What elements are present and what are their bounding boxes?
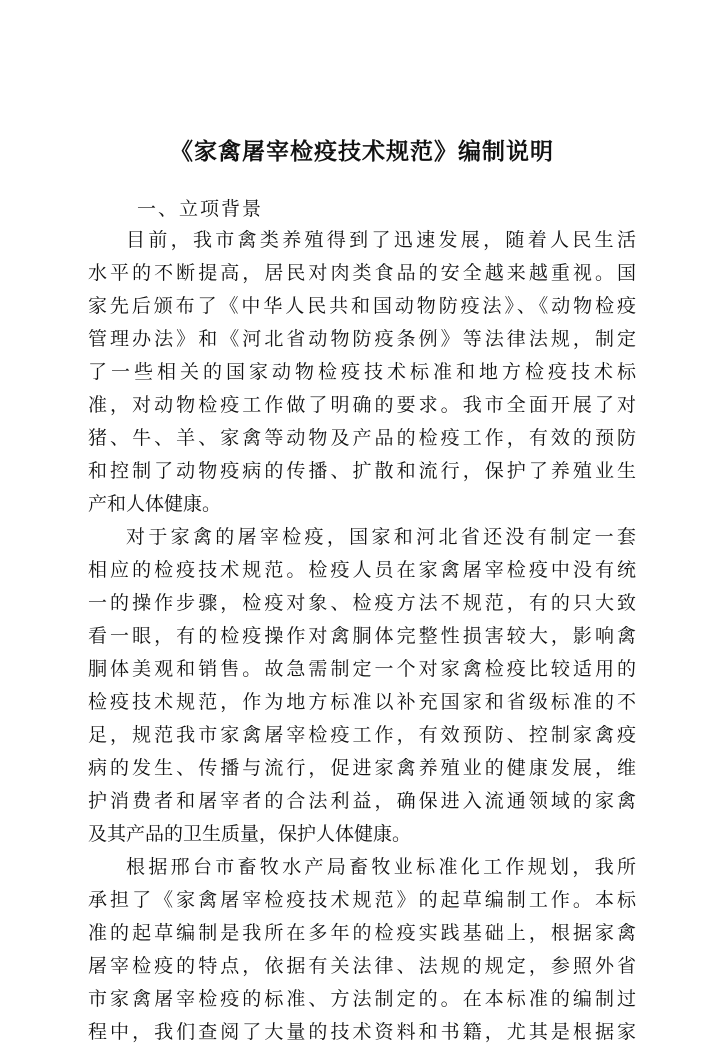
paragraph-line: 足，规范我市家禽屠宰检疫工作，有效预防、控制家禽疫 — [88, 724, 636, 746]
paragraph-line: 准的起草编制是我所在多年的检疫实践基础上，根据家禽 — [88, 922, 636, 944]
paragraph-line: 水平的不断提高，居民对肉类食品的安全越来越重视。国 — [88, 262, 636, 284]
paragraph-line: 管理办法》和《河北省动物防疫条例》等法律法规，制定 — [88, 328, 636, 350]
paragraph-line: 了一些相关的国家动物检疫技术标准和地方检疫技术标 — [88, 361, 636, 383]
paragraph-line: 和控制了动物疫病的传播、扩散和流行，保护了养殖业生 — [88, 460, 636, 482]
paragraph-line: 目前，我市禽类养殖得到了迅速发展，随着人民生活 — [126, 229, 636, 251]
paragraph-line: 对于家禽的屠宰检疫，国家和河北省还没有制定一套 — [126, 526, 636, 548]
paragraph-line: 猪、牛、羊、家禽等动物及产品的检疫工作，有效的预防 — [88, 427, 636, 449]
paragraph-line: 胴体美观和销售。故急需制定一个对家禽检疫比较适用的 — [88, 658, 636, 680]
paragraph-line: 准，对动物检疫工作做了明确的要求。我市全面开展了对 — [88, 394, 636, 416]
paragraph-line: 程中，我们查阅了大量的技术资料和书籍，尤其是根据家 — [88, 1021, 636, 1043]
paragraph-line: 及其产品的卫生质量，保护人体健康。 — [88, 823, 412, 845]
document-body — [88, 224, 636, 1049]
paragraph-line: 检疫技术规范，作为地方标准以补充国家和省级标准的不 — [88, 691, 636, 713]
paragraph-line: 护消费者和屠宰者的合法利益，确保进入流通领域的家禽 — [88, 790, 636, 812]
paragraph-line: 看一眼，有的检疫操作对禽胴体完整性损害较大，影响禽 — [88, 625, 636, 647]
paragraph-line: 市家禽屠宰检疫的标准、方法制定的。在本标准的编制过 — [88, 988, 636, 1010]
paragraph-line: 承担了《家禽屠宰检疫技术规范》的起草编制工作。本标 — [88, 889, 636, 911]
paragraph-line: 一的操作步骤，检疫对象、检疫方法不规范，有的只大致 — [88, 592, 636, 614]
document-title: 《家禽屠宰检疫技术规范》编制说明 — [170, 138, 554, 165]
paragraph-line: 相应的检疫技术规范。检疫人员在家禽屠宰检疫中没有统 — [88, 559, 636, 581]
section-heading: 一、立项背景 — [137, 198, 264, 220]
paragraph-line: 根据邢台市畜牧水产局畜牧业标准化工作规划，我所 — [126, 856, 636, 878]
paragraph-line: 产和人体健康。 — [88, 493, 222, 515]
paragraph-line: 屠宰检疫的特点，依据有关法律、法规的规定，参照外省 — [88, 955, 636, 977]
paragraph-line: 病的发生、传播与流行，促进家禽养殖业的健康发展，维 — [88, 757, 636, 779]
paragraph-line: 家先后颁布了《中华人民共和国动物防疫法》、《动物检疫 — [88, 295, 636, 317]
